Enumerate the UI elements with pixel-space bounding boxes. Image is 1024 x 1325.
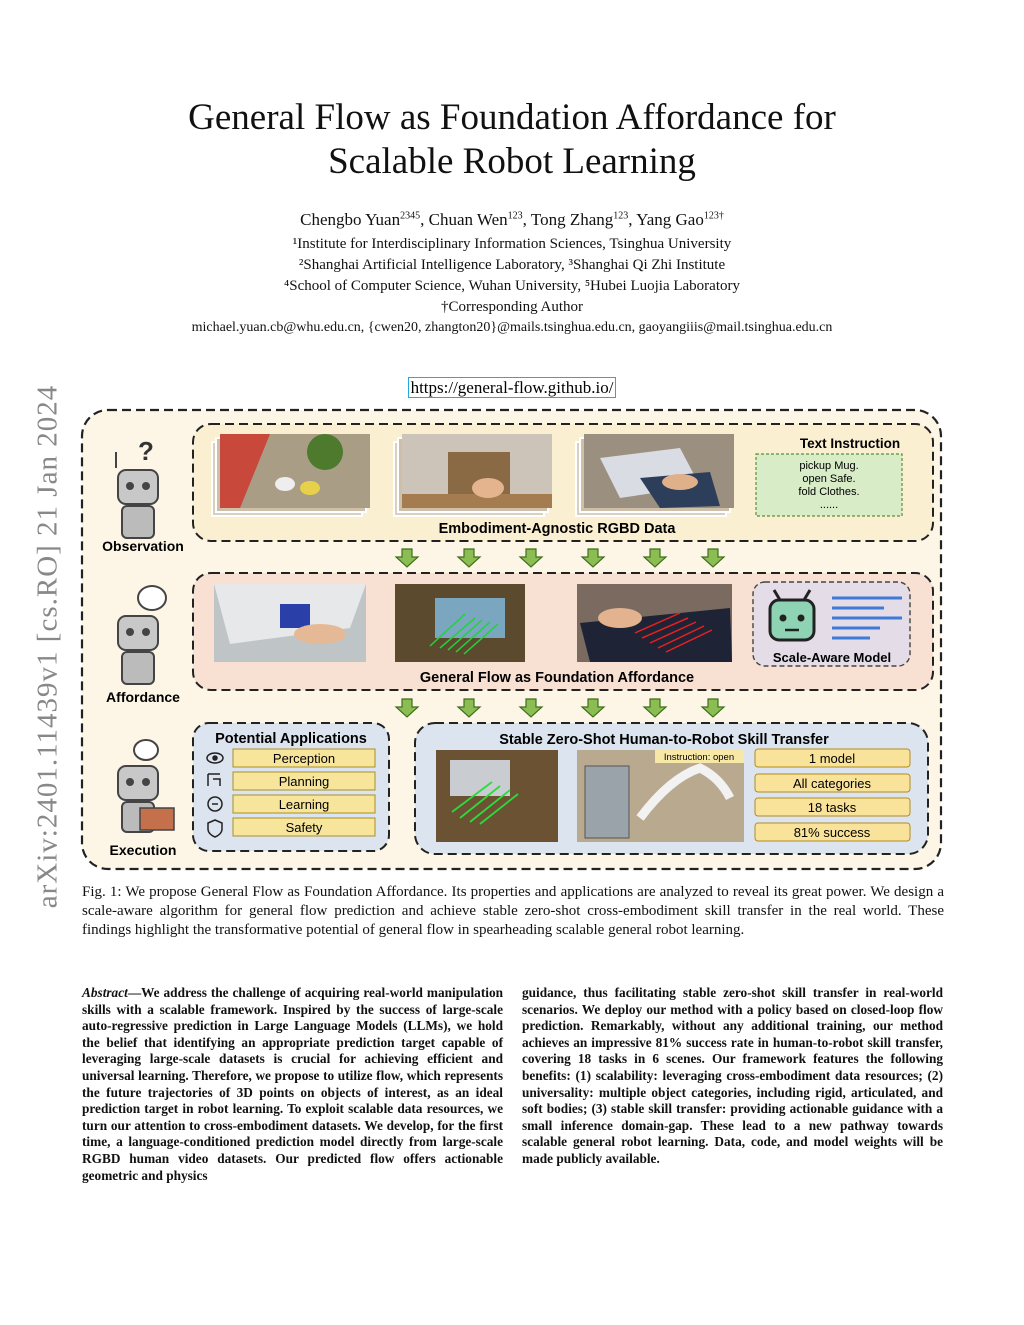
svg-text:Learning: Learning (278, 797, 330, 812)
affiliation-3: ⁴School of Computer Science, Wuhan University, ⁵Hubei Luojia Laboratory (284, 278, 740, 294)
abstract-label: Abstract (82, 985, 128, 1000)
figure-1 (80, 408, 943, 871)
project-url (0, 378, 1024, 398)
arxiv-stamp: arXiv:2401.11439v1 [cs.RO] 21 Jan 2024 (31, 384, 64, 909)
text-instruction-title: Text Instruction (799, 436, 901, 451)
rgbd-photo-1 (212, 434, 370, 516)
author: Chuan Wen$^{123}$, (428, 210, 531, 229)
scale-aware-label: Scale-Aware Model (772, 650, 892, 665)
affiliation-2: ²Shanghai Artificial Intelligence Laboratory, ³Shanghai Qi Zhi Institute (298, 257, 726, 273)
author-list (0, 210, 1024, 230)
instruction-line: ...... (819, 499, 839, 511)
affiliation-1: ¹Institute for Interdisciplinary Information Sciences, Tsinghua University (292, 236, 732, 252)
stage-execution: Execution (109, 842, 177, 858)
stage-affordance: Affordance (106, 689, 180, 705)
transfer-photo-1 (436, 750, 558, 842)
project-link[interactable]: https://general-flow.github.io/ (408, 377, 617, 398)
figure-caption: Fig. 1: We propose General Flow as Foundation Affordance. Its properties and applications are analyzed to reveal its great power. We design a scale-aware algorithm for general flow prediction and achieve stable zero-shot cross-embodiment skill transfer in the real world. These findings highlight the transformative potential of general flow in spearheading scalable general robot learning. (82, 884, 944, 938)
svg-text:Safety: Safety (285, 820, 323, 835)
instruction-line: pickup Mug. (799, 460, 859, 472)
author: Tong Zhang$^{123}$, (530, 210, 637, 229)
abstract-right-column: guidance, thus facilitating stable zero-shot skill transfer in real-world scenarios. We deploy our method with a policy based on closed-loop flow prediction. Remarkably, without any additional training, our method achieves an impressive 81% success rate in human-to-robot skill transfer, covering 18 tasks in 6 scenes. Our framework features the following benefits: (1) scalability: leveraging cross-embodiment data resources; (2) universality: multiple object categories, including rigid, articulated, and soft bodies; (3) stable skill transfer: providing actionable guidance with a small inference domain-gap. These lead to a new pathway towards scalable general robot learning. Data, code, and model weights will be made publicly available. (522, 985, 943, 1166)
abstract-left-text: —We address the challenge of acquiring real-world manipulation skills with a scalable framework. Inspired by the success of large-scale auto-regressive prediction in Large Language Models (LLMs), we hold the belief that identifying an appropriate prediction target capable of leveraging large-scale datasets is crucial for achieving efficient and universal learning. Therefore, we propose to utilize flow, which represents the future trajectories of 3D points on objects of interest, as an ideal prediction target in robot learning. To exploit scalable data resources, we turn our attention to cross-embodiment datasets. We develop, for the first time, a language-conditioned prediction model directly from large-scale RGBD human video datasets. Our predicted flow offers actionable geometric and physics (82, 985, 503, 1183)
flow-photo-3 (577, 584, 732, 662)
svg-text:Planning: Planning (278, 774, 330, 789)
svg-text:18 tasks: 18 tasks (807, 800, 857, 815)
instruction-line: open Safe. (802, 473, 856, 485)
instruction-line: fold Clothes. (798, 486, 860, 498)
instruction-tag: Instruction: open (663, 752, 735, 763)
transfer-photo-2 (577, 750, 744, 842)
author: Yang Gao$^{123\dagger}$ (636, 210, 724, 229)
stage-observation: Observation (102, 538, 184, 554)
transfer-title: Stable Zero-Shot Human-to-Robot Skill Transfer (499, 732, 829, 748)
flow-photo-2 (395, 584, 525, 662)
applications-title: Potential Applications (215, 731, 367, 747)
rgbd-photo-2 (394, 434, 552, 516)
flow-label: General Flow as Foundation Affordance (419, 670, 695, 686)
svg-text:1 model: 1 model (808, 751, 856, 766)
svg-text:Perception: Perception (272, 751, 336, 766)
corresponding-note: †Corresponding Author (440, 299, 584, 315)
abstract-left-column (82, 985, 503, 1184)
rgbd-label: Embodiment-Agnostic RGBD Data (438, 521, 676, 537)
title-line-2: Scalable Robot Learning (328, 141, 696, 182)
email-list: michael.yuan.cb@whu.edu.cn, {cwen20, zhangton20}@mails.tsinghua.edu.cn, gaoyangiiis@mail.tsinghua.edu.cn (191, 320, 833, 335)
flow-photo-1 (214, 584, 366, 662)
rgbd-photo-3 (576, 434, 734, 516)
svg-text:?: ? (138, 436, 154, 466)
author: Chengbo Yuan$^{2345}$, (300, 210, 429, 229)
title-line-1: General Flow as Foundation Affordance for (188, 97, 836, 138)
svg-text:81% success: 81% success (793, 825, 871, 840)
svg-text:All categories: All categories (792, 776, 872, 791)
paper-title (0, 96, 1024, 184)
